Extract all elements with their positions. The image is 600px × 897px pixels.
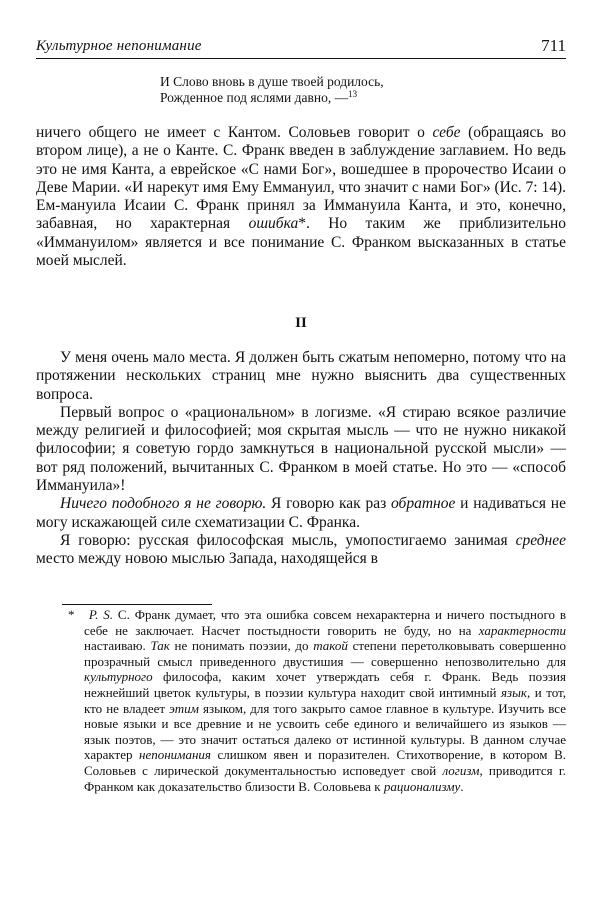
fn-t2: настаиваю. [84,638,151,654]
paragraph-3: Первый вопрос о «рациональном» в логизме. «Я стираю всякое различие между религией и философией; моя скрытая мысль — что не нужно никакой философии; я советую гордо замкнуться в национальной русской мысли» — вот ряд положений, вычитанных С. Франком в моей статье. Но это — «способ Иммануила»! [36,403,566,495]
epigraph-line-1: И Слово вновь в душе твоей родилось, [160,74,384,89]
fn-t6: , и тот, кто не владеет [84,684,566,716]
running-title: Культурное непонимание [36,38,202,54]
paragraph-1 [36,124,566,270]
fn-e3: такой [313,638,348,654]
fn-e6: этим [169,700,199,716]
fn-t1: С. Франк думает, что эта ошибка совсем нехарактерна и ничего постыдного в себе не заключает. Насчет постыдности говорить не буду, но на [84,607,567,638]
paragraph-2: У меня очень мало места. Я должен быть сжатым непомерно, потому что на протяжении нескольких страниц мне нужно выяснить два существенных вопроса. [36,349,566,403]
section-body [36,349,566,569]
fn-e0: P. S. [88,607,114,622]
footnote [68,607,567,794]
para1-text-2: (обращаясь во втором лице), а не о Канте. С. Франк введен в заблуждение заглавием. Но ведь это не имя Канта, а еврейское «С нами Бог», вошедшее в пророчество Исаии о Деве Марии. «И нарекут имя Ему Еммануил, что значит с нами Бог» (Ис. 7: 14). Ем-мануила Исаии С. Франк принял за Иммануила Канта, и это, конечно, забавная, но характерная [36,124,566,233]
epigraph-line-2 [160,90,540,106]
fn-e1: характерности [478,622,566,638]
para1-emph-2: ошибка [248,215,299,233]
fn-e5: язык [500,684,527,700]
header-rule [36,58,566,59]
fn-e4: культурного [84,669,153,685]
fn-t8: слишком явен и поразителен. Стихотворение, в котором В. Соловьев с лирической документальностью исповедует свой [84,747,566,778]
paragraph-4 [36,495,566,532]
running-header [36,38,566,62]
paragraph-5 [36,532,566,569]
para4-emph-1: Ничего подобного я не говорю. [60,495,267,513]
fn-e8: логизм [442,762,480,778]
page-number: 711 [541,36,566,55]
para1-text-1: ничего общего не имеет с Кантом. Соловьев говорит о [36,124,433,141]
footnote-mark: * [68,607,75,622]
fn-t3: не понимать поэзии, до [169,638,314,654]
para4-text-2: и надиваться не могу искажающей силе схематизации С. Франка. [36,495,566,531]
fn-t9: , приводится г. Франком как доказательство близости В. Соловьева к [84,762,566,794]
fn-t7: языком, для того закрыто самое главное в культуре. Изучить все новые языки и все древние и не усвоить себе единого и величайшего из языков — язык поэтов, — это значит остаться далеко от истинной культуры. В данном случае характер [84,700,566,763]
para1-text-3: *. Но таким же приблизительно «Иммануилом» является и все понимание С. Франком высказанных в статье моей мыслей. [36,215,566,270]
para5-emph-1: среднее [515,531,566,549]
para5-text-1: Я говорю: русская философская мысль, умопостигаемо занимая [60,531,516,549]
para5-text-2: место между новою мыслью Запада, находящейся в [36,550,378,568]
footnote-rule [62,604,212,605]
epigraph-line-2-text: Рожденное под яслями давно, — [160,90,349,105]
fn-t4: степени перетолковывать совершенно прозрачный смысл приведенного двустишия — совершенно непозволительно для [84,638,566,669]
para4-text-1: Я говорю как раз [266,495,391,513]
fn-e7: непонимания [139,747,211,763]
epigraph [160,74,540,106]
fn-e2: Так [150,638,170,654]
para4-emph-2: обратное [391,495,456,513]
endnote-ref: 13 [348,89,358,99]
section-heading: II [295,315,307,331]
fn-e9: рационализму [383,778,461,794]
fn-t5: философа, каким хочет утверждать себя г. Франк. Ведь поэзия нежнейший цветок культуры, в поэзии культура находит свой интимный [84,669,566,700]
para1-emph-1: себе [432,124,461,141]
fn-t10: . [460,778,464,794]
